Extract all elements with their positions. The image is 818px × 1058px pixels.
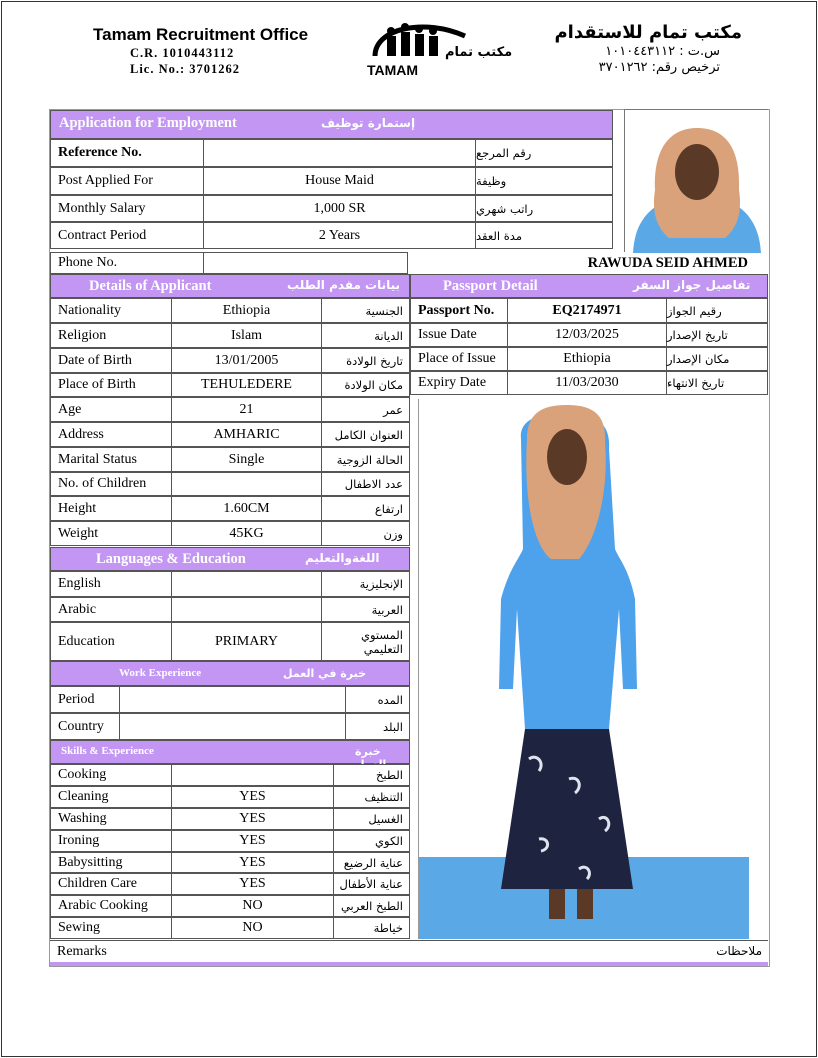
work-label-ar: المده xyxy=(345,687,409,712)
details-row xyxy=(50,323,410,348)
details-row xyxy=(50,397,410,422)
passport-label-ar: تاريخ الانتهاء xyxy=(666,372,767,394)
skills-row xyxy=(50,764,410,786)
work-label-ar: البلد xyxy=(345,714,409,739)
work-title-en: Work Experience xyxy=(119,667,202,679)
skills-row xyxy=(50,852,410,873)
details-label: Nationality xyxy=(58,302,121,318)
skills-title-en: Skills & Experience xyxy=(61,745,154,757)
details-label: Address xyxy=(58,426,104,442)
application-value: 2 Years xyxy=(203,223,475,248)
application-label: Reference No. xyxy=(58,145,142,160)
languages-label-ar: العربية xyxy=(321,598,409,621)
work-band xyxy=(50,661,410,686)
application-row xyxy=(50,139,613,167)
skills-label: Arabic Cooking xyxy=(58,898,148,913)
cr-number-en: C.R. 1010443112 xyxy=(130,46,235,60)
details-value: 1.60CM xyxy=(171,497,321,520)
details-label-ar: تاريخ الولادة xyxy=(321,349,409,372)
skills-label-ar: الكوي xyxy=(333,831,409,851)
applicant-name: RAWUDA SEID AHMED xyxy=(587,255,748,271)
details-label-ar: الديانة xyxy=(321,324,409,347)
skills-label: Sewing xyxy=(58,920,100,935)
languages-value: PRIMARY xyxy=(171,623,321,660)
skills-label-ar: الطبخ العربي xyxy=(333,896,409,916)
details-value: Ethiopia xyxy=(171,299,321,322)
languages-band xyxy=(50,547,410,571)
languages-row xyxy=(50,597,410,622)
details-value: Islam xyxy=(171,324,321,347)
skills-label-ar: عناية الرضيع xyxy=(333,853,409,872)
bottom-band xyxy=(50,962,768,966)
office-name-ar: مكتب تمام للاستقدام xyxy=(554,22,742,43)
languages-row xyxy=(50,622,410,661)
application-label-ar: مدة العقد xyxy=(475,223,612,248)
passport-value: 11/03/2030 xyxy=(507,372,666,394)
details-label: Weight xyxy=(58,525,99,541)
details-row xyxy=(50,472,410,496)
logo-arabic-text: مكتب تمام xyxy=(445,45,513,60)
skills-label: Washing xyxy=(58,811,107,826)
languages-label: English xyxy=(58,576,101,591)
skills-value: NO xyxy=(171,918,333,938)
skills-value: NO xyxy=(171,896,333,916)
skills-label: Ironing xyxy=(58,833,100,848)
details-value xyxy=(171,473,321,495)
skills-label-ar: خياطة xyxy=(333,918,409,938)
languages-label-ar: الإنجليزية xyxy=(321,572,409,596)
skills-band xyxy=(50,740,410,764)
details-row xyxy=(50,422,410,447)
languages-row xyxy=(50,571,410,597)
application-row xyxy=(50,167,613,195)
passport-label: Expiry Date xyxy=(418,375,487,390)
details-value: 21 xyxy=(171,398,321,421)
details-band xyxy=(50,274,410,298)
details-value: 45KG xyxy=(171,522,321,545)
skills-value: YES xyxy=(171,853,333,872)
remarks-row xyxy=(50,940,768,962)
skills-label: Children Care xyxy=(58,876,137,891)
details-label: Place of Birth xyxy=(58,377,136,392)
details-label: No. of Children xyxy=(58,476,147,491)
passport-row xyxy=(410,347,768,371)
applicant-portrait-top xyxy=(624,109,768,252)
skills-label: Babysitting xyxy=(58,854,123,870)
skills-row xyxy=(50,786,410,808)
application-row xyxy=(50,195,613,222)
remarks-label-ar: ملاحظات xyxy=(716,944,762,958)
details-title-ar: بيانات مقدم الطلب xyxy=(287,278,401,292)
details-label: Height xyxy=(58,500,97,516)
languages-value xyxy=(171,598,321,621)
skills-value: YES xyxy=(171,831,333,851)
application-label: Contract Period xyxy=(58,227,147,243)
full-body-photo-icon xyxy=(419,399,749,939)
skills-label-ar: عناية الأطفال xyxy=(333,874,409,894)
application-title-ar: إستمارة توظيف xyxy=(321,116,416,130)
details-label-ar: الجنسية xyxy=(321,299,409,322)
details-label: Religion xyxy=(58,327,107,343)
details-label-ar: وزن xyxy=(321,522,409,545)
work-label: Country xyxy=(58,718,104,734)
details-row xyxy=(50,298,410,323)
work-row xyxy=(50,686,410,713)
application-label: Post Applied For xyxy=(58,173,153,188)
passport-label: Place of Issue xyxy=(418,351,496,366)
languages-value xyxy=(171,572,321,596)
details-label: Age xyxy=(58,401,82,417)
skills-row xyxy=(50,895,410,917)
phone-label: Phone No. xyxy=(58,255,118,270)
application-label-ar: وظيفة xyxy=(475,168,612,194)
cr-number-ar: س.ت : ١٠١٠٤٤٣١١٢ xyxy=(605,44,720,59)
skills-row xyxy=(50,830,410,852)
work-row xyxy=(50,713,410,740)
work-label: Period xyxy=(58,691,95,707)
license-number-ar: ترخيص رقم: ٣٧٠١٢٦٢ xyxy=(598,60,720,75)
application-title-en: Application for Employment xyxy=(59,115,237,131)
details-label-ar: العنوان الكامل xyxy=(321,423,409,446)
full-body-photo xyxy=(418,399,748,939)
skills-row xyxy=(50,917,410,939)
skills-label-ar: الغسيل xyxy=(333,809,409,829)
details-row xyxy=(50,348,410,373)
phone-value xyxy=(203,253,407,273)
passport-row xyxy=(410,371,768,395)
languages-title-ar: اللغةوالتعليم xyxy=(305,551,380,565)
work-title-ar: خبرة في العمل xyxy=(283,667,367,680)
details-label-ar: ارتفاع xyxy=(321,497,409,520)
details-label-ar: عدد الاطفال xyxy=(321,473,409,495)
details-title-en: Details of Applicant xyxy=(89,278,212,294)
languages-label: Arabic xyxy=(58,601,97,617)
skills-title-ar: خبرة xyxy=(355,745,381,758)
passport-title-ar: تفاصيل جواز السفر xyxy=(633,278,751,292)
application-label: Monthly Salary xyxy=(58,200,146,216)
passport-label: Issue Date xyxy=(418,327,477,342)
application-label-ar: راتب شهري xyxy=(475,196,612,221)
skills-label: Cooking xyxy=(58,767,107,782)
details-value: AMHARIC xyxy=(171,423,321,446)
remarks-label: Remarks xyxy=(57,944,107,959)
passport-label-ar: رقيم الجواز xyxy=(666,299,767,322)
details-label-ar: مكان الولادة xyxy=(321,374,409,396)
skills-row xyxy=(50,808,410,830)
application-value xyxy=(203,140,475,166)
details-row xyxy=(50,521,410,546)
office-name-en: Tamam Recruitment Office xyxy=(93,25,309,44)
skills-row xyxy=(50,873,410,895)
passport-label: Passport No. xyxy=(418,302,495,318)
languages-title-en: Languages & Education xyxy=(96,551,246,567)
languages-label: Education xyxy=(58,633,115,649)
application-band xyxy=(50,110,613,139)
details-row xyxy=(50,373,410,397)
languages-label-ar: المستوي التعليمي xyxy=(321,623,409,660)
skills-value: YES xyxy=(171,874,333,894)
passport-row xyxy=(410,323,768,347)
application-row xyxy=(50,222,613,249)
application-label-ar: رقم المرجع xyxy=(475,140,612,166)
logo-text: TAMAM xyxy=(367,62,419,78)
details-label-ar: الحالة الزوجية xyxy=(321,448,409,471)
details-value: 13/01/2005 xyxy=(171,349,321,372)
details-value: TEHULEDERE xyxy=(171,374,321,396)
skills-value: YES xyxy=(171,809,333,829)
skills-value: YES xyxy=(171,787,333,807)
details-label: Date of Birth xyxy=(58,352,132,368)
tamam-logo-icon xyxy=(365,22,513,64)
passport-value: 12/03/2025 xyxy=(507,324,666,346)
passport-label-ar: تاريخ الإصدار xyxy=(666,324,767,346)
skills-label-ar: الطبخ xyxy=(333,765,409,785)
phone-row xyxy=(50,252,408,274)
details-label-ar: عمر xyxy=(321,398,409,421)
application-value: 1,000 SR xyxy=(203,196,475,221)
details-row xyxy=(50,447,410,472)
work-value xyxy=(119,714,345,739)
license-number-en: Lic. No.: 3701262 xyxy=(130,62,241,76)
application-value: House Maid xyxy=(203,168,475,194)
passport-value: Ethiopia xyxy=(507,348,666,370)
details-value: Single xyxy=(171,448,321,471)
details-label: Marital Status xyxy=(58,451,137,467)
passport-band xyxy=(410,274,768,298)
passport-title-en: Passport Detail xyxy=(443,278,538,294)
passport-label-ar: مكان الإصدار xyxy=(666,348,767,370)
portrait-photo-icon xyxy=(625,110,769,253)
skills-label: Cleaning xyxy=(58,789,109,804)
work-value xyxy=(119,687,345,712)
skills-value xyxy=(171,765,333,785)
passport-row xyxy=(410,298,768,323)
skills-label-ar: التنظيف xyxy=(333,787,409,807)
details-row xyxy=(50,496,410,521)
passport-value: EQ2174971 xyxy=(507,299,666,322)
